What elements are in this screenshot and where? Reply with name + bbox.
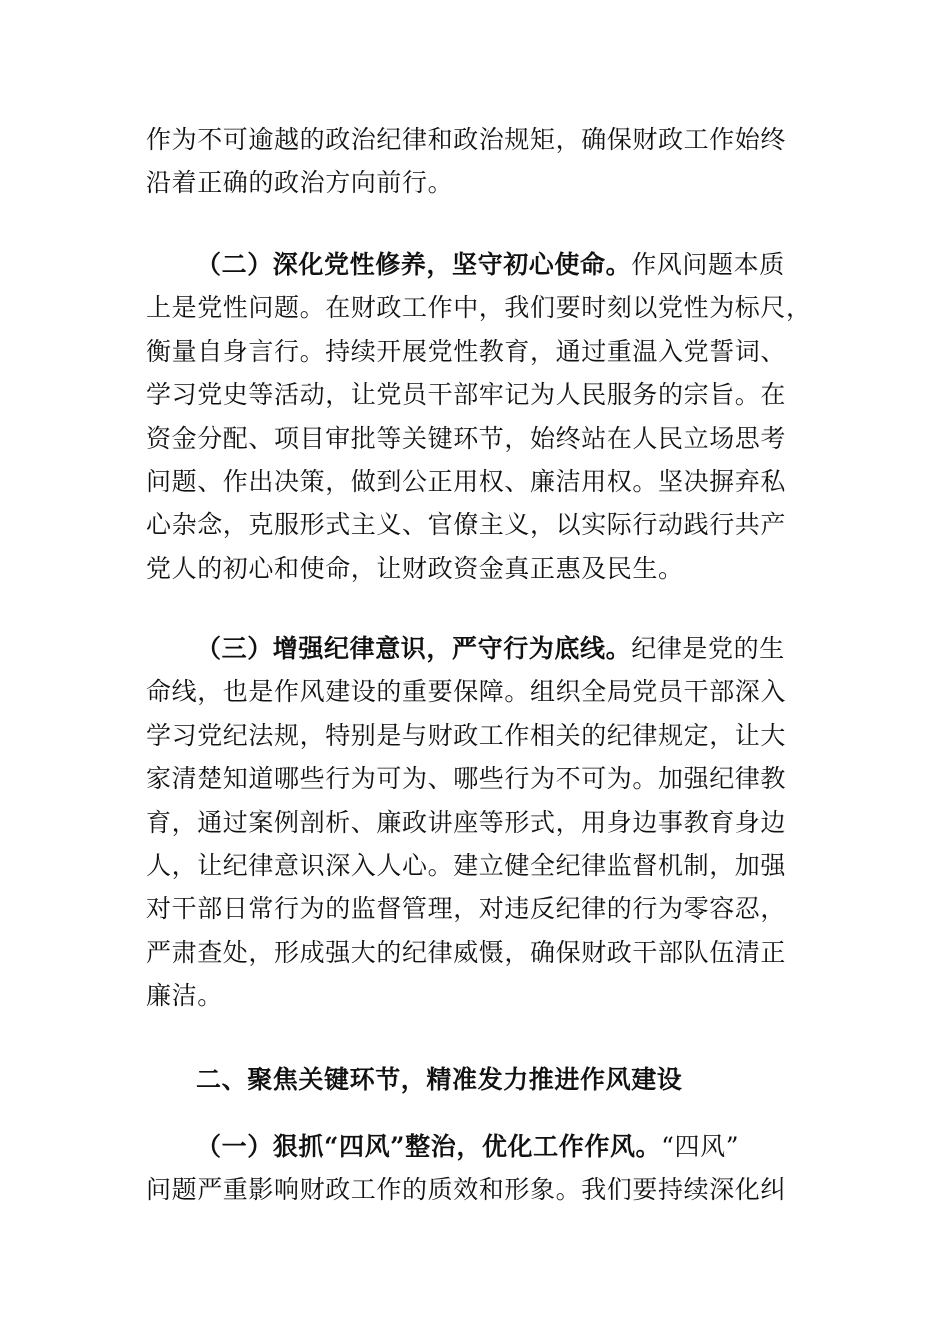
section-heading: 二、聚焦关键环节，精准发力推进作风建设 [196,1065,683,1094]
text-line: 沿着正确的政治方向前行。 [146,168,454,198]
text-line: 育，通过案例剖析、廉政讲座等形式，用身边事教育身边 [146,807,787,837]
text-line: 党人的初心和使命，让财政资金真正惠及民生。 [146,553,684,583]
text-line: 衡量自身言行。持续开展党性教育，通过重温入党誓词、 [146,336,787,366]
text-fragment: “四风” [661,1132,740,1161]
paragraph-lead-heading: （三）增强纪律意识，严守行为底线。 [196,634,632,663]
text-line: 心杂念，克服形式主义、官僚主义，以实际行动践行共产 [146,510,787,540]
text-fragment: 作风问题本质 [631,250,785,279]
text-line: 人，让纪律意识深入人心。建立健全纪律监督机制，加强 [146,851,787,881]
text-line: 资金分配、项目审批等关键环节，始终站在人民立场思考 [146,423,787,453]
text-line: 作为不可逾越的政治纪律和政治规矩，确保财政工作始终 [146,125,787,154]
text-line: 家清楚知道哪些行为可为、哪些行为不可为。加强纪律教 [146,764,787,794]
text-line: 问题严重影响财政工作的质效和形象。我们要持续深化纠 [146,1175,787,1205]
paragraph-lead-heading: （二）深化党性修养，坚守初心使命。 [196,250,632,279]
text-line: 严肃查处，形成强大的纪律威慑，确保财政干部队伍清正 [146,937,787,967]
text-line: 对干部日常行为的监督管理，对违反纪律的行为零容忍， [146,894,787,924]
paragraph-lead-heading: （一）狠抓“四风”整治，优化工作作风。 [196,1132,662,1161]
paragraph-first-line [146,627,806,670]
text-line: 命线，也是作风建设的重要保障。组织全局党员干部深入 [146,677,787,707]
paragraph-party-spirit [146,243,812,590]
paragraph-discipline [146,627,806,1018]
text-line: 学习党纪法规，特别是与财政工作相关的纪律规定，让大 [146,720,787,750]
paragraph-first-line [146,1125,806,1168]
paragraph-first-line [146,243,806,286]
paragraph-four-winds [146,1125,806,1212]
text-line: 学习党史等活动，让党员干部牢记为人民服务的宗旨。在 [146,380,787,410]
text-line: 问题、作出决策，做到公正用权、廉洁用权。坚决摒弃私 [146,467,787,497]
text-line: 廉洁。 [146,981,223,1011]
paragraph-continuation [146,118,806,205]
text-line: 上是党性问题。在财政工作中，我们要时刻以党性为标尺， [146,293,812,323]
text-fragment: 纪律是党的生 [631,634,785,663]
